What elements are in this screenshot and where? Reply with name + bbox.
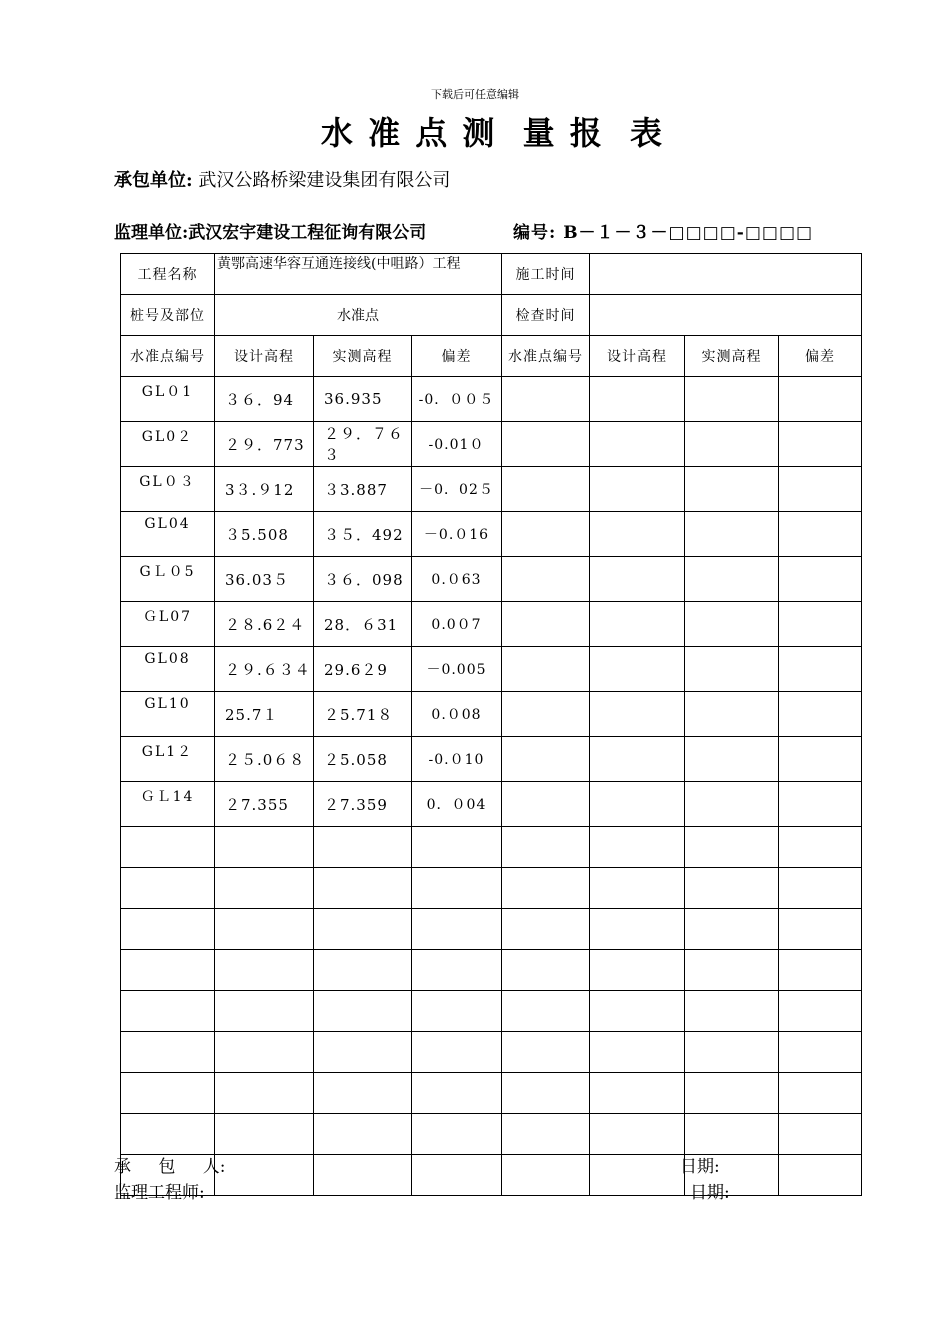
table-cell — [502, 512, 590, 557]
table-cell: GL04 — [121, 512, 215, 557]
column-header: 设计高程 — [590, 336, 685, 377]
table-cell — [779, 557, 862, 602]
table-cell: ２８.6２４ — [215, 602, 314, 647]
table-cell: 25.7１ — [215, 692, 314, 737]
table-cell — [590, 692, 685, 737]
table-cell — [685, 557, 779, 602]
table-cell — [779, 377, 862, 422]
table-cell: ＧL07 — [121, 602, 215, 647]
table-cell: GＬ０5 — [121, 557, 215, 602]
table-cell — [215, 909, 314, 950]
table-cell — [502, 1155, 590, 1196]
table-cell — [779, 422, 862, 467]
table-cell — [779, 467, 862, 512]
table-cell — [502, 422, 590, 467]
table-cell — [121, 1114, 215, 1155]
table-cell — [685, 991, 779, 1032]
table-cell — [779, 1073, 862, 1114]
table-cell: ３６．098 — [314, 557, 412, 602]
table-cell — [314, 1073, 412, 1114]
table-cell — [502, 557, 590, 602]
table-cell — [215, 827, 314, 868]
table-cell — [215, 1155, 314, 1196]
project-name-label: 工程名称 — [121, 254, 215, 295]
table-row — [121, 950, 862, 991]
table-row — [121, 1114, 862, 1155]
table-cell: ２９.６３４ — [215, 647, 314, 692]
table-cell — [502, 692, 590, 737]
table-cell: -0.01０ — [412, 422, 502, 467]
table-cell: 28．６31 — [314, 602, 412, 647]
table-cell — [412, 827, 502, 868]
table-cell — [685, 737, 779, 782]
table-cell — [502, 647, 590, 692]
table-cell: ２7.359 — [314, 782, 412, 827]
table-cell — [314, 868, 412, 909]
table-cell: －0.０16 — [412, 512, 502, 557]
station-value: 水准点 — [215, 295, 502, 336]
table-cell: GL0２ — [121, 422, 215, 467]
table-cell: ２５.0６８ — [215, 737, 314, 782]
table-cell — [685, 868, 779, 909]
table-cell — [502, 467, 590, 512]
column-header: 设计高程 — [215, 336, 314, 377]
table-cell — [121, 1073, 215, 1114]
table-row — [121, 647, 862, 692]
table-cell — [685, 1114, 779, 1155]
column-header: 偏差 — [779, 336, 862, 377]
table-cell — [685, 1073, 779, 1114]
table-cell — [779, 950, 862, 991]
document-number: 编号: B－１－３－□□□□-□□□□ — [513, 223, 814, 243]
table-cell — [215, 868, 314, 909]
check-time-value[interactable] — [590, 295, 862, 336]
table-row — [121, 467, 862, 512]
table-cell: ２９．７６３ — [314, 422, 412, 467]
table-cell — [121, 991, 215, 1032]
contractor-line — [114, 166, 450, 192]
table-cell — [121, 868, 215, 909]
table-cell — [215, 1032, 314, 1073]
station-row — [121, 295, 862, 336]
table-cell — [590, 1073, 685, 1114]
page-title: 水 准 点 测 量 报 表 — [320, 114, 665, 152]
project-row — [121, 254, 862, 295]
table-cell — [590, 512, 685, 557]
date-label-2: 日期: — [690, 1183, 730, 1203]
table-cell — [502, 950, 590, 991]
column-header: 水准点编号 — [502, 336, 590, 377]
table-cell — [121, 827, 215, 868]
table-cell — [779, 512, 862, 557]
table-row — [121, 737, 862, 782]
table-cell: ３3.887 — [314, 467, 412, 512]
table-cell: ２5.71８ — [314, 692, 412, 737]
column-header-row — [121, 336, 862, 377]
table-cell — [121, 909, 215, 950]
table-cell: 0.０63 — [412, 557, 502, 602]
table-cell — [215, 1073, 314, 1114]
table-cell — [685, 647, 779, 692]
contractor-label: 承包单位: — [114, 170, 193, 191]
table-row — [121, 991, 862, 1032]
table-cell — [121, 950, 215, 991]
table-cell: 0.0０7 — [412, 602, 502, 647]
column-header: 实测高程 — [314, 336, 412, 377]
table-row — [121, 1073, 862, 1114]
table-cell: 3３.９12 — [215, 467, 314, 512]
table-cell — [685, 909, 779, 950]
table-cell: GL０1 — [121, 377, 215, 422]
table-row — [121, 868, 862, 909]
table-cell: ２９．773 — [215, 422, 314, 467]
table-cell — [215, 950, 314, 991]
table-cell — [590, 1114, 685, 1155]
column-header: 实测高程 — [685, 336, 779, 377]
table-cell — [502, 991, 590, 1032]
top-note: 下载后可任意编辑 — [431, 88, 519, 101]
table-cell — [215, 991, 314, 1032]
table-cell: ３5.508 — [215, 512, 314, 557]
table-cell — [412, 1032, 502, 1073]
table-cell — [412, 1114, 502, 1155]
table-cell — [590, 1155, 685, 1196]
table-cell: -0．００５ — [412, 377, 502, 422]
table-cell — [779, 602, 862, 647]
table-cell — [412, 950, 502, 991]
table-cell — [412, 909, 502, 950]
table-cell — [590, 602, 685, 647]
table-cell — [779, 868, 862, 909]
supervisor-line: 监理单位:武汉宏宇建设工程征询有限公司 — [114, 223, 427, 243]
table-row — [121, 909, 862, 950]
table-cell — [779, 1114, 862, 1155]
table-cell — [412, 868, 502, 909]
contractor-signature-label: 承 包 人: — [114, 1157, 226, 1177]
table-cell — [502, 1073, 590, 1114]
table-row — [121, 512, 862, 557]
table-cell — [779, 1032, 862, 1073]
table-cell: －0．02５ — [412, 467, 502, 512]
table-cell — [502, 827, 590, 868]
supervising-engineer-label: 监理工程师: — [114, 1183, 205, 1203]
table-cell — [779, 782, 862, 827]
measurement-table — [120, 253, 862, 1196]
table-cell — [685, 377, 779, 422]
table-cell — [590, 467, 685, 512]
column-header: 偏差 — [412, 336, 502, 377]
table-cell — [502, 1032, 590, 1073]
data-rows — [121, 377, 862, 1196]
table-cell — [412, 1155, 502, 1196]
table-cell — [590, 557, 685, 602]
table-cell — [314, 991, 412, 1032]
table-cell — [685, 692, 779, 737]
table-cell: 29.6２9 — [314, 647, 412, 692]
contractor-value: 武汉公路桥梁建设集团有限公司 — [198, 170, 451, 191]
column-header: 水准点编号 — [121, 336, 215, 377]
table-row — [121, 692, 862, 737]
table-cell: 36.03５ — [215, 557, 314, 602]
table-cell — [502, 377, 590, 422]
table-cell — [590, 868, 685, 909]
table-cell — [412, 1073, 502, 1114]
table-cell: GL08 — [121, 647, 215, 692]
table-cell — [314, 950, 412, 991]
construction-time-value[interactable] — [590, 254, 862, 295]
table-cell — [314, 1114, 412, 1155]
table-cell — [779, 909, 862, 950]
table-cell — [685, 422, 779, 467]
table-cell — [590, 909, 685, 950]
table-cell: -0.０10 — [412, 737, 502, 782]
table-cell — [685, 782, 779, 827]
table-cell: ＧＬ14 — [121, 782, 215, 827]
table-cell — [685, 1032, 779, 1073]
construction-time-label: 施工时间 — [502, 254, 590, 295]
table-cell: GL０３ — [121, 467, 215, 512]
table-cell — [779, 737, 862, 782]
table-cell — [779, 1155, 862, 1196]
table-cell — [590, 827, 685, 868]
table-cell — [685, 467, 779, 512]
project-name-value: 黄鄂高速华容互通连接线(中咀路）工程 — [215, 254, 502, 295]
table-row — [121, 1155, 862, 1196]
table-row — [121, 377, 862, 422]
table-cell — [590, 377, 685, 422]
table-cell — [314, 1032, 412, 1073]
table-cell — [215, 1114, 314, 1155]
table-cell — [590, 950, 685, 991]
table-cell — [121, 1032, 215, 1073]
table-cell: GL1２ — [121, 737, 215, 782]
table-cell — [779, 692, 862, 737]
table-cell: ３５．492 — [314, 512, 412, 557]
table-row — [121, 422, 862, 467]
table-cell — [314, 827, 412, 868]
table-cell: ２5.058 — [314, 737, 412, 782]
table-cell: 0．０04 — [412, 782, 502, 827]
table-cell — [314, 909, 412, 950]
table-cell: 0.０08 — [412, 692, 502, 737]
table-cell — [779, 827, 862, 868]
table-cell — [502, 909, 590, 950]
table-cell: ２7.355 — [215, 782, 314, 827]
table-cell — [685, 602, 779, 647]
check-time-label: 检查时间 — [502, 295, 590, 336]
table-cell: 36.935 — [314, 377, 412, 422]
table-cell — [314, 1155, 412, 1196]
table-cell — [502, 737, 590, 782]
table-cell — [590, 737, 685, 782]
table-cell — [590, 991, 685, 1032]
table-row — [121, 827, 862, 868]
table-cell — [502, 868, 590, 909]
station-label: 桩号及部位 — [121, 295, 215, 336]
table-cell — [590, 782, 685, 827]
table-cell — [779, 647, 862, 692]
table-cell — [685, 827, 779, 868]
table-cell — [412, 991, 502, 1032]
table-cell: －0.005 — [412, 647, 502, 692]
table-cell — [685, 950, 779, 991]
table-cell — [590, 1032, 685, 1073]
table-cell — [502, 1114, 590, 1155]
table-cell — [779, 991, 862, 1032]
table-row — [121, 1032, 862, 1073]
table-row — [121, 782, 862, 827]
table-cell — [590, 422, 685, 467]
date-label-1: 日期: — [680, 1157, 720, 1177]
table-cell: GL10 — [121, 692, 215, 737]
table-cell — [590, 647, 685, 692]
table-cell — [502, 602, 590, 647]
table-cell: ３６．94 — [215, 377, 314, 422]
table-cell — [502, 782, 590, 827]
table-row — [121, 557, 862, 602]
table-row — [121, 602, 862, 647]
table-cell — [685, 512, 779, 557]
